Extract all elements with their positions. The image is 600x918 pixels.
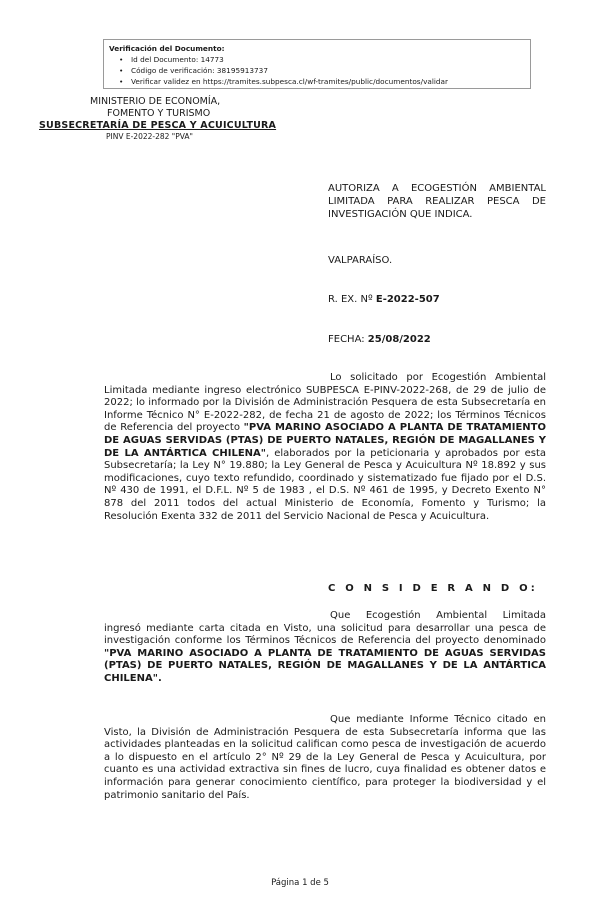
resolution-date [328,333,546,346]
visto-paragraph [104,372,546,523]
rex-number: E-2022-507 [375,294,440,305]
c1-text-1: Que Ecogestión Ambiental Limitada ingresó mediante carta citada en Visto, una solicitud para desarrollar una pesca de investigación conforme los Términos Técnicos de Referencia del proyecto denominado [104,610,546,647]
verification-code: • Código de verificación: 38195913737 [131,65,530,76]
verification-box [103,39,531,89]
verification-url: • Verificar validez en https://tramites.subpesca.cl/wf-tramites/public/documentos/validar [131,76,530,87]
verification-title: Verificación del Documento: [109,44,225,53]
fecha-value: 25/08/2022 [367,334,431,345]
rex-label: R. EX. Nº [328,294,376,305]
subsecretaria-title: SUBSECRETARÍA DE PESCA Y ACUICULTURA [39,120,277,131]
visto-project-name: "PVA MARINO ASOCIADO A PLANTA DE TRATAMIENTO DE AGUAS SERVIDAS (PTAS) DE PUERTO NATALES, REGIÓN DE MAGALLANES Y DE LA ANTÁRTICA CHILENA" [104,422,546,459]
resolution-number [328,293,546,306]
c1-project-name: "PVA MARINO ASOCIADO A PLANTA DE TRATAMIENTO DE AGUAS SERVIDAS (PTAS) DE PUERTO NATALES, REGIÓN DE MAGALLANES Y DE LA ANTÁRTICA CHILENA". [104,647,546,684]
ministry-line-1: MINISTERIO DE ECONOMÍA, [90,96,221,107]
resolution-subject: AUTORIZA A ECOGESTIÓN AMBIENTAL LIMITADA PARA REALIZAR PESCA DE INVESTIGACIÓN QUE INDICA. [328,183,546,220]
ministry-line-2: FOMENTO Y TURISMO [107,108,211,119]
verification-id: • Id del Documento: 14773 [131,54,530,65]
considerando-paragraph-1 [104,610,546,686]
considerando-heading: C O N S I D E R A N D O: [328,583,538,594]
verification-list [109,54,530,87]
considerando-paragraph-2 [104,714,546,802]
visto-text-1: Lo solicitado por Ecogestión Ambiental Limitada mediante ingreso electrónico SUBPESCA E-PINV-2022-268, de 29 de julio de 2022; lo informado por la División de Administración Pesquera de esta Subsecretaría en Informe Técnico N° E-2022-282, de fecha 21 de agosto de 2022; los Términos Técnicos de Referencia del proyecto [104,372,546,434]
c2-text: Que mediante Informe Técnico citado en Visto, la División de Administración Pesquera de esta Subsecretaría informa que las actividades planteadas en la solicitud califican como pesca de investigación de acuerdo a lo dispuesto en el artículo 2° Nº 29 de la Ley General de Pesca y Acuicultura, por cuanto es una actividad extractiva sin fines de lucro, cuya finalidad es obtener datos e información para generar conocimiento científico, para proteger la biodiversidad y el patrimonio sanitario del País. [104,714,546,801]
visto-text-2: , elaborados por la peticionaria y aprobados por esta Subsecretaría; la Ley N° 19.880; la Ley General de Pesca y Acuicultura Nº 18.892 y sus modificaciones, cuyo texto refundido, coordinado y sistematizado fue fijado por el D.S. Nº 430 de 1991, el D.F.L. Nº 5 de 1983 , el D.S. Nº 461 de 1995, y Decreto Exento N° 878 del 2011 todos del actual Ministerio de Economía, Fomento y Turismo; la Resolución Exenta 332 de 2011 del Servicio Nacional de Pesca y Acuicultura. [104,447,546,522]
pinv-reference: PINV E-2022-282 "PVA" [106,132,194,141]
fecha-label: FECHA: [328,334,368,345]
place: VALPARAÍSO. [328,255,393,266]
page-number: Página 1 de 5 [271,878,329,888]
